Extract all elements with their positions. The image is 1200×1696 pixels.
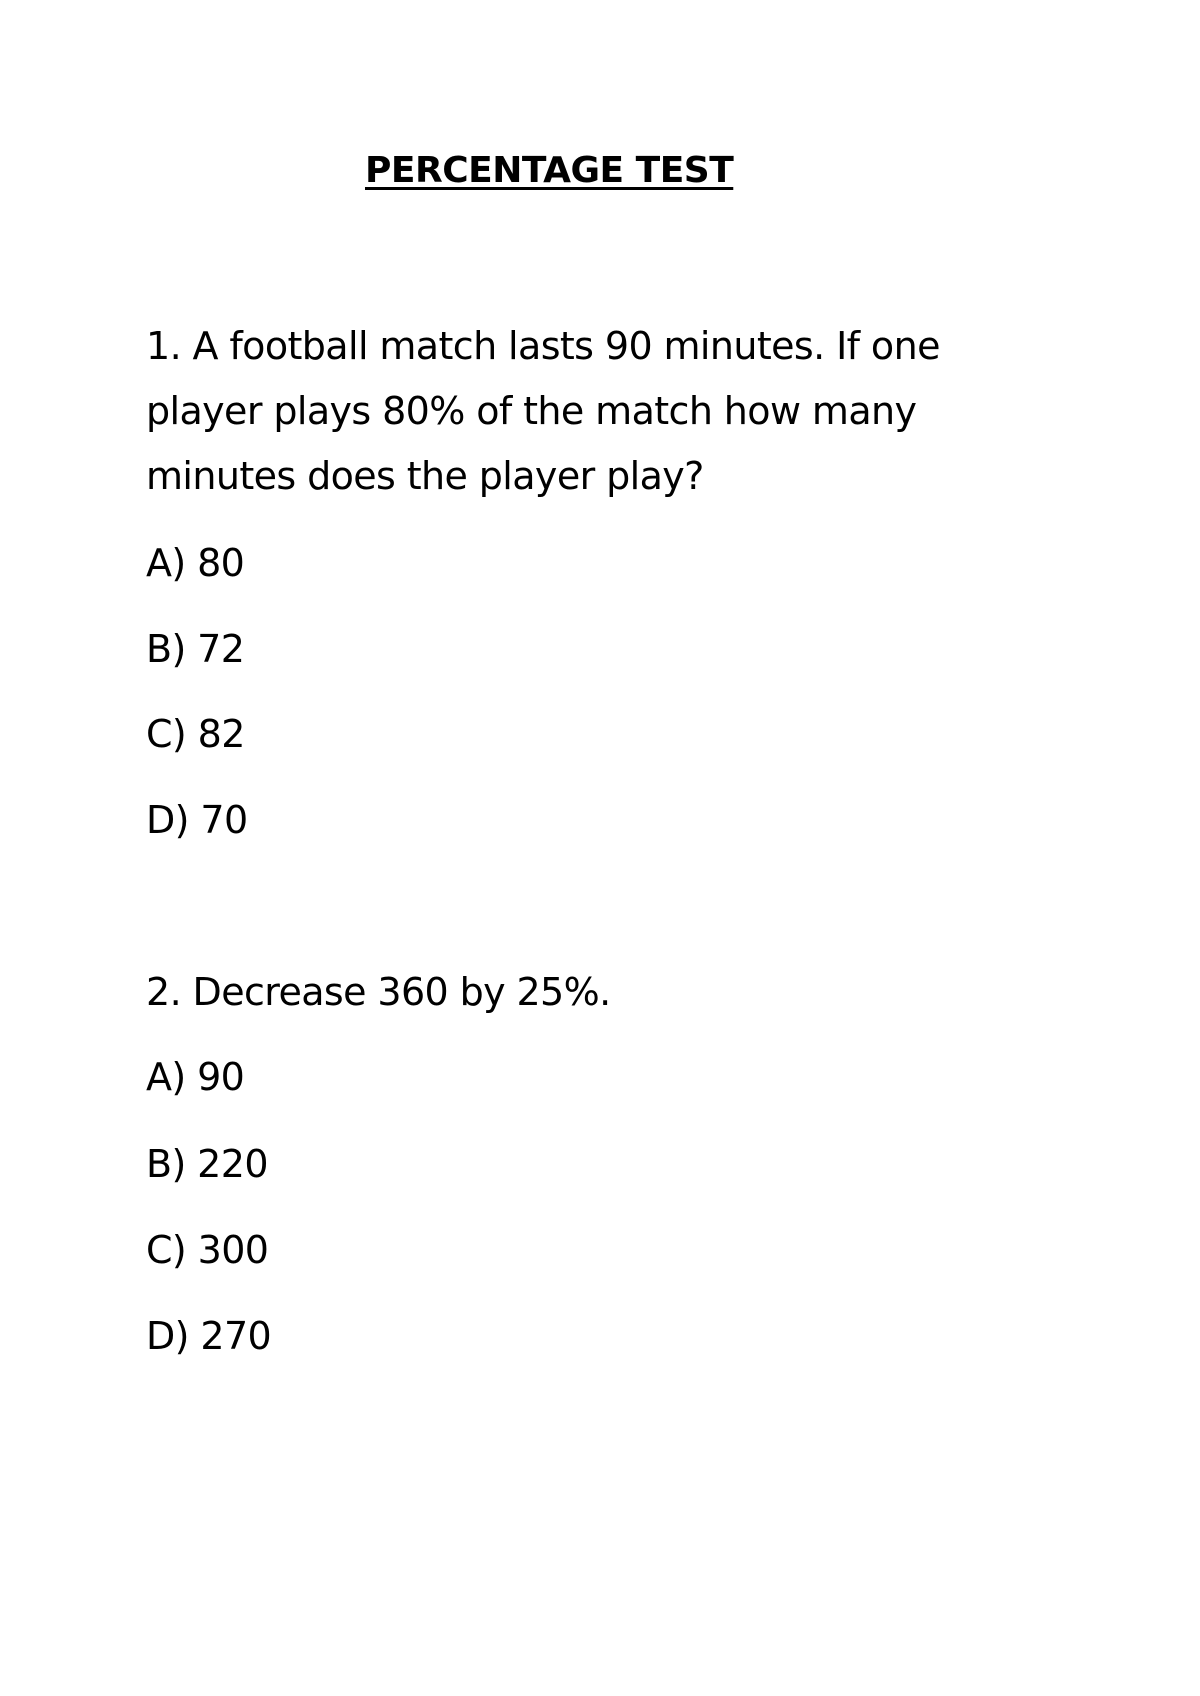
question-1-text-line-2: player plays 80% of the match how many [146,389,917,433]
question-1-option-c: C) 82 [146,712,245,756]
question-2-option-b: B) 220 [146,1142,268,1186]
document-title: PERCENTAGE TEST [365,150,734,191]
question-2-option-c: C) 300 [146,1228,269,1272]
question-1-option-b: B) 72 [146,627,245,671]
question-1-option-a: A) 80 [146,541,245,585]
question-2-text-line-1: 2. Decrease 360 by 25%. [146,970,611,1014]
question-1-text-line-3: minutes does the player play? [146,454,704,498]
question-1-text-line-1: 1. A football match lasts 90 minutes. If one [146,324,940,368]
question-1-option-d: D) 70 [146,798,248,842]
question-2-option-a: A) 90 [146,1055,245,1099]
question-2-option-d: D) 270 [146,1314,272,1358]
